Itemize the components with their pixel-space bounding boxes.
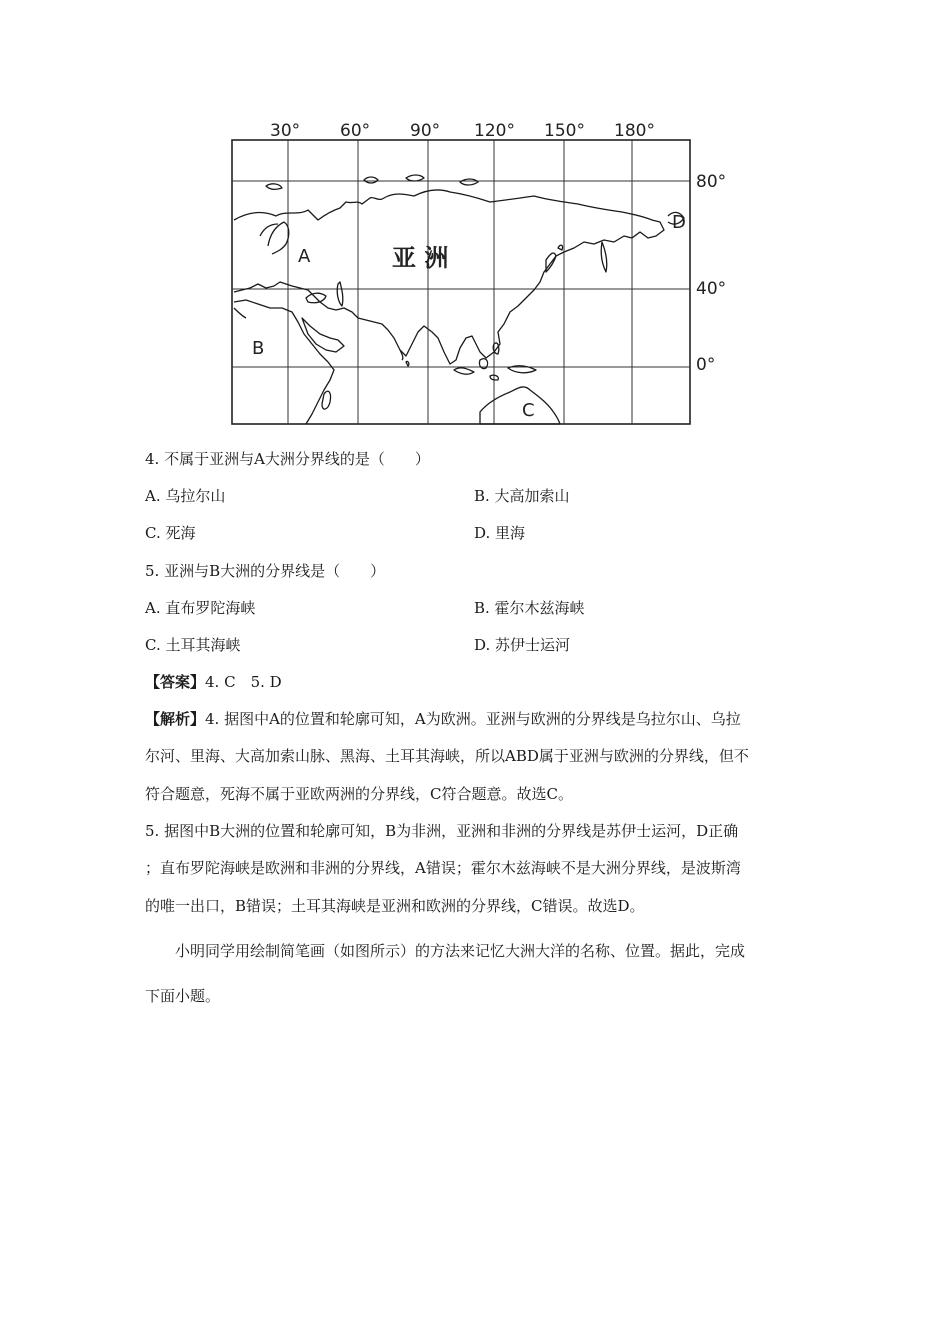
label-a-europe: A — [298, 246, 311, 267]
label-c-oceania: C — [522, 400, 535, 421]
question-5-option-a: A. 直布罗陀海峡 — [145, 599, 256, 617]
question-4-option-d: D. 里海 — [474, 524, 526, 542]
question-4-stem: 4. 不属于亚洲与A大洲分界线的是（ ） — [145, 450, 430, 468]
question-5-stem: 5. 亚洲与B大洲的分界线是（ ） — [145, 562, 386, 580]
label-b-africa: B — [252, 338, 265, 359]
question-5-option-b: B. 霍尔木兹海峡 — [474, 599, 585, 617]
lon-label-90: 90° — [410, 121, 441, 141]
analysis-line-6: 的唯一出口，B错误；土耳其海峡是亚洲和欧洲的分界线，C错误。故选D。 — [145, 897, 645, 915]
question-5-option-c: C. 土耳其海峡 — [145, 636, 241, 654]
lon-label-180: 180° — [614, 121, 655, 141]
question-5-option-d: D. 苏伊士运河 — [474, 636, 571, 654]
question-4-option-c: C. 死海 — [145, 524, 196, 542]
analysis-text-1: 4. 据图中A的位置和轮廓可知，A为欧洲。亚洲与欧洲的分界线是乌拉尔山、乌拉 — [205, 710, 741, 728]
lon-label-60: 60° — [340, 121, 371, 141]
analysis-line-5: ；直布罗陀海峡是欧洲和非洲的分界线，A错误；霍尔木兹海峡不是大洲分界线，是波斯湾 — [145, 859, 741, 877]
lon-label-120: 120° — [474, 121, 515, 141]
analysis-tag: 【解析】 — [145, 710, 206, 728]
analysis-line-4: 5. 据图中B大洲的位置和轮廓可知，B为非洲，亚洲和非洲的分界线是苏伊士运河，D正确 — [145, 822, 739, 840]
coastlines — [234, 175, 684, 424]
answer-text: 4. C 5. D — [205, 673, 282, 691]
intro-line-1: 小明同学用绘制简笔画（如图所示）的方法来记忆大洲大洋的名称、位置。据此，完成 — [175, 942, 746, 960]
analysis-line-2: 尔河、里海、大高加索山脉、黑海、土耳其海峡，所以ABD属于亚洲与欧洲的分界线，但不 — [145, 747, 749, 765]
answer-tag: 【答案】 — [145, 673, 206, 691]
label-d-north-america: D — [672, 212, 686, 233]
question-4-option-a: A. 乌拉尔山 — [145, 487, 226, 505]
lon-label-30: 30° — [270, 121, 301, 141]
lat-label-80: 80° — [696, 172, 727, 192]
lat-label-0: 0° — [696, 355, 716, 375]
lon-label-150: 150° — [544, 121, 585, 141]
analysis-line-1 — [145, 709, 805, 729]
world-map-figure — [228, 112, 738, 430]
intro-line-2: 下面小题。 — [145, 987, 221, 1005]
lat-label-40: 40° — [696, 279, 727, 299]
label-asia: 亚 洲 — [392, 244, 449, 272]
question-4-option-b: B. 大高加索山 — [474, 487, 570, 505]
analysis-line-3: 符合题意，死海不属于亚欧两洲的分界线，C符合题意。故选C。 — [145, 785, 573, 803]
answer-line — [145, 672, 805, 692]
